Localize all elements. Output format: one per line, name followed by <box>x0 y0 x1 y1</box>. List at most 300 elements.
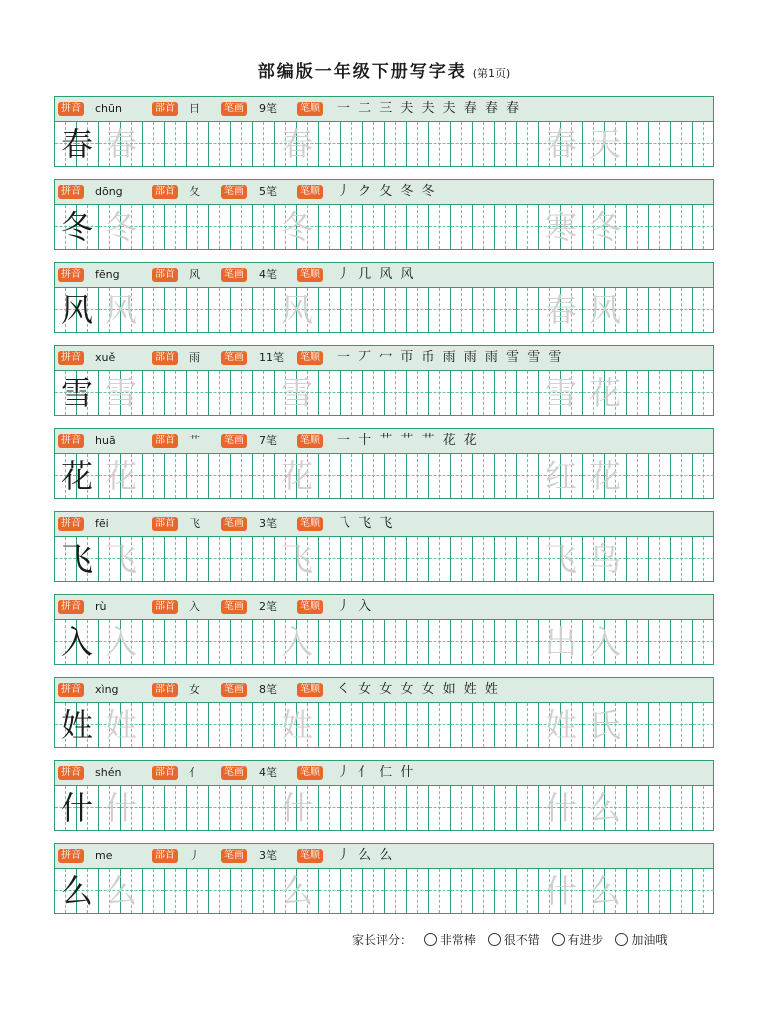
grid-cell[interactable] <box>495 703 517 747</box>
grid-cell[interactable] <box>231 620 253 664</box>
grid-cell[interactable] <box>451 288 473 332</box>
grid-cell[interactable] <box>143 620 165 664</box>
grid-cell[interactable] <box>473 703 495 747</box>
grid-cell[interactable] <box>451 122 473 166</box>
grid-cell[interactable] <box>165 620 187 664</box>
grid-cell[interactable] <box>143 454 165 498</box>
row-info-bar <box>54 96 714 121</box>
writing-grid <box>54 370 714 416</box>
word-char-2: 入 <box>588 623 621 661</box>
grid-cell[interactable] <box>693 454 715 498</box>
grid-cell[interactable] <box>165 288 187 332</box>
grid-cell[interactable] <box>693 122 715 166</box>
pinyin-value: shén <box>95 766 122 779</box>
trace-char: 入 <box>280 623 313 661</box>
grid-cell[interactable] <box>671 122 693 166</box>
grid-cell[interactable] <box>473 454 495 498</box>
grid-cell[interactable] <box>253 786 275 830</box>
grid-cell[interactable] <box>495 454 517 498</box>
grid-cell[interactable] <box>517 371 539 415</box>
grid-cell[interactable] <box>319 288 341 332</box>
grid-cell[interactable] <box>165 786 187 830</box>
grid-cell[interactable] <box>209 869 231 913</box>
grid-cell[interactable] <box>671 620 693 664</box>
grid-cell[interactable] <box>165 205 187 249</box>
grid-cell[interactable] <box>143 537 165 581</box>
grid-cell[interactable] <box>209 288 231 332</box>
grid-cell[interactable] <box>209 371 231 415</box>
radical-tag: 部首 <box>152 766 178 780</box>
grid-cell[interactable] <box>451 537 473 581</box>
grid-cell[interactable] <box>407 620 429 664</box>
grid-cell[interactable] <box>231 371 253 415</box>
stroke-order-tag: 笔顺 <box>297 517 323 531</box>
stroke-order-tag: 笔顺 <box>297 683 323 697</box>
grid-cell[interactable] <box>649 537 671 581</box>
grid-cell[interactable] <box>517 122 539 166</box>
writing-grid <box>54 453 714 499</box>
grid-cell[interactable] <box>187 786 209 830</box>
grid-cell[interactable] <box>385 371 407 415</box>
radical-value: 丿 <box>189 849 200 862</box>
grid-cell[interactable] <box>473 122 495 166</box>
grid-cell[interactable] <box>407 703 429 747</box>
rating-label: 家长评分： <box>352 933 413 947</box>
grid-cell[interactable] <box>451 620 473 664</box>
pinyin-value: me <box>95 849 113 862</box>
grid-cell[interactable] <box>363 122 385 166</box>
word-char-1: 雪 <box>544 374 577 412</box>
stroke-count-tag: 笔画 <box>221 600 247 614</box>
grid-cell[interactable] <box>407 786 429 830</box>
grid-cell[interactable] <box>627 454 649 498</box>
grid-cell[interactable] <box>341 786 363 830</box>
grid-cell[interactable] <box>451 869 473 913</box>
grid-cell[interactable] <box>165 537 187 581</box>
grid-cell[interactable] <box>363 703 385 747</box>
grid-cell[interactable] <box>407 869 429 913</box>
grid-cell[interactable] <box>143 205 165 249</box>
trace-char: 花 <box>104 457 137 495</box>
grid-cell[interactable] <box>187 371 209 415</box>
grid-cell[interactable] <box>429 454 451 498</box>
pinyin-value: chūn <box>95 102 122 115</box>
grid-cell[interactable] <box>693 288 715 332</box>
grid-cell[interactable] <box>649 620 671 664</box>
grid-cell[interactable] <box>385 122 407 166</box>
trace-char: 雪 <box>280 374 313 412</box>
grid-cell[interactable] <box>363 620 385 664</box>
grid-cell[interactable] <box>649 869 671 913</box>
row-info-bar <box>54 843 714 868</box>
pinyin-tag: 拼音 <box>58 766 84 780</box>
grid-cell[interactable] <box>473 288 495 332</box>
grid-cell[interactable] <box>165 869 187 913</box>
grid-cell[interactable] <box>517 454 539 498</box>
word-char-2: 鸟 <box>588 540 621 578</box>
grid-cell[interactable] <box>429 620 451 664</box>
writing-grid <box>54 619 714 665</box>
grid-cell[interactable] <box>209 703 231 747</box>
char-row <box>54 760 714 833</box>
grid-cell[interactable] <box>473 869 495 913</box>
grid-cell[interactable] <box>517 537 539 581</box>
stroke-count-tag: 笔画 <box>221 102 247 116</box>
radical-tag: 部首 <box>152 102 178 116</box>
grid-cell[interactable] <box>407 537 429 581</box>
grid-cell[interactable] <box>253 703 275 747</box>
grid-cell[interactable] <box>231 869 253 913</box>
trace-char: 什 <box>280 789 313 827</box>
grid-cell[interactable] <box>495 786 517 830</box>
grid-cell[interactable] <box>253 122 275 166</box>
stroke-order-value: 一 十 艹 艹 艹 花 花 <box>337 433 479 448</box>
grid-cell[interactable] <box>495 371 517 415</box>
grid-cell[interactable] <box>231 786 253 830</box>
stroke-count-value: 11笔 <box>259 351 284 364</box>
grid-cell[interactable] <box>385 288 407 332</box>
grid-cell[interactable] <box>429 537 451 581</box>
word-char-1: 春 <box>544 291 577 329</box>
grid-cell[interactable] <box>319 122 341 166</box>
word-char-2: 么 <box>588 872 621 910</box>
grid-cell[interactable] <box>429 205 451 249</box>
grid-cell[interactable] <box>385 454 407 498</box>
grid-cell[interactable] <box>671 454 693 498</box>
row-info-bar <box>54 511 714 536</box>
grid-cell[interactable] <box>407 454 429 498</box>
char-row <box>54 428 714 501</box>
grid-cell[interactable] <box>143 122 165 166</box>
rating-radio-4[interactable] <box>615 933 628 946</box>
radical-tag: 部首 <box>152 600 178 614</box>
grid-cell[interactable] <box>341 869 363 913</box>
grid-cell[interactable] <box>649 786 671 830</box>
grid-cell[interactable] <box>341 454 363 498</box>
grid-cell[interactable] <box>649 288 671 332</box>
grid-cell[interactable] <box>693 371 715 415</box>
char-row <box>54 345 714 418</box>
stroke-order-value: 乁 飞 飞 <box>337 516 395 531</box>
pinyin-value: fēng <box>95 268 120 281</box>
grid-cell[interactable] <box>451 371 473 415</box>
pinyin-tag: 拼音 <box>58 683 84 697</box>
pinyin-value: fēi <box>95 517 109 530</box>
grid-cell[interactable] <box>187 288 209 332</box>
grid-cell[interactable] <box>385 703 407 747</box>
grid-cell[interactable] <box>341 371 363 415</box>
grid-cell[interactable] <box>407 205 429 249</box>
grid-cell[interactable] <box>671 371 693 415</box>
stroke-count-value: 2笔 <box>259 600 277 613</box>
grid-cell[interactable] <box>187 205 209 249</box>
grid-cell[interactable] <box>363 371 385 415</box>
grid-cell[interactable] <box>517 288 539 332</box>
radical-value: 日 <box>189 102 200 115</box>
word-char-2: 氏 <box>588 706 621 744</box>
grid-cell[interactable] <box>693 537 715 581</box>
grid-cell[interactable] <box>671 786 693 830</box>
grid-cell[interactable] <box>495 122 517 166</box>
grid-cell[interactable] <box>517 869 539 913</box>
grid-cell[interactable] <box>209 786 231 830</box>
grid-cell[interactable] <box>165 703 187 747</box>
row-info-bar <box>54 594 714 619</box>
stroke-count-value: 3笔 <box>259 517 277 530</box>
pinyin-tag: 拼音 <box>58 351 84 365</box>
rating-option-3: 有进步 <box>567 933 604 947</box>
grid-cell[interactable] <box>693 205 715 249</box>
word-char-2: 冬 <box>588 208 621 246</box>
grid-cell[interactable] <box>407 122 429 166</box>
grid-cell[interactable] <box>627 122 649 166</box>
radical-value: 入 <box>189 600 200 613</box>
grid-cell[interactable] <box>209 454 231 498</box>
grid-cell[interactable] <box>473 371 495 415</box>
grid-cell[interactable] <box>143 786 165 830</box>
writing-grid <box>54 121 714 167</box>
pinyin-value: dōng <box>95 185 123 198</box>
grid-cell[interactable] <box>429 869 451 913</box>
grid-cell[interactable] <box>253 869 275 913</box>
char-row <box>54 96 714 169</box>
grid-cell[interactable] <box>451 205 473 249</box>
trace-char: 入 <box>104 623 137 661</box>
char-row <box>54 179 714 252</box>
word-char-1: 什 <box>544 872 577 910</box>
model-char: 姓 <box>60 706 93 744</box>
word-char-2: 么 <box>588 789 621 827</box>
grid-cell[interactable] <box>143 288 165 332</box>
grid-cell[interactable] <box>627 537 649 581</box>
stroke-order-value: 丿 亻 仁 什 <box>337 765 416 780</box>
grid-cell[interactable] <box>517 786 539 830</box>
grid-cell[interactable] <box>671 703 693 747</box>
grid-cell[interactable] <box>385 869 407 913</box>
model-char: 冬 <box>60 208 93 246</box>
grid-cell[interactable] <box>473 537 495 581</box>
grid-cell[interactable] <box>209 537 231 581</box>
grid-cell[interactable] <box>363 537 385 581</box>
title-text: 部编版一年级下册写字表 <box>257 62 467 82</box>
trace-char: 姓 <box>280 706 313 744</box>
grid-cell[interactable] <box>495 869 517 913</box>
grid-cell[interactable] <box>627 620 649 664</box>
writing-grid <box>54 204 714 250</box>
grid-cell[interactable] <box>495 620 517 664</box>
grid-cell[interactable] <box>385 205 407 249</box>
word-char-2: 风 <box>588 291 621 329</box>
grid-cell[interactable] <box>165 454 187 498</box>
grid-cell[interactable] <box>693 703 715 747</box>
pinyin-tag: 拼音 <box>58 849 84 863</box>
grid-cell[interactable] <box>143 371 165 415</box>
row-info-bar <box>54 760 714 785</box>
grid-cell[interactable] <box>231 703 253 747</box>
grid-cell[interactable] <box>363 869 385 913</box>
stroke-count-tag: 笔画 <box>221 517 247 531</box>
stroke-count-tag: 笔画 <box>221 849 247 863</box>
model-char: 什 <box>60 789 93 827</box>
grid-cell[interactable] <box>693 620 715 664</box>
grid-cell[interactable] <box>231 537 253 581</box>
rating-radio-3[interactable] <box>552 933 565 946</box>
grid-cell[interactable] <box>319 869 341 913</box>
grid-cell[interactable] <box>495 537 517 581</box>
trace-char: 什 <box>104 789 137 827</box>
grid-cell[interactable] <box>341 122 363 166</box>
grid-cell[interactable] <box>231 454 253 498</box>
grid-cell[interactable] <box>231 288 253 332</box>
grid-cell[interactable] <box>385 620 407 664</box>
grid-cell[interactable] <box>671 869 693 913</box>
stroke-order-tag: 笔顺 <box>297 849 323 863</box>
grid-cell[interactable] <box>253 205 275 249</box>
char-row <box>54 262 714 335</box>
grid-cell[interactable] <box>187 703 209 747</box>
stroke-order-value: 丿 么 么 <box>337 848 395 863</box>
grid-cell[interactable] <box>143 869 165 913</box>
grid-cell[interactable] <box>473 786 495 830</box>
grid-cell[interactable] <box>319 371 341 415</box>
grid-cell[interactable] <box>319 205 341 249</box>
grid-cell[interactable] <box>363 288 385 332</box>
char-row <box>54 843 714 916</box>
grid-cell[interactable] <box>627 205 649 249</box>
word-char-1: 什 <box>544 789 577 827</box>
grid-cell[interactable] <box>363 205 385 249</box>
grid-cell[interactable] <box>165 122 187 166</box>
trace-char: 花 <box>280 457 313 495</box>
grid-cell[interactable] <box>209 122 231 166</box>
grid-cell[interactable] <box>319 454 341 498</box>
grid-cell[interactable] <box>385 537 407 581</box>
grid-cell[interactable] <box>693 869 715 913</box>
grid-cell[interactable] <box>209 620 231 664</box>
grid-cell[interactable] <box>165 371 187 415</box>
grid-cell[interactable] <box>627 288 649 332</box>
grid-cell[interactable] <box>209 205 231 249</box>
grid-cell[interactable] <box>341 537 363 581</box>
grid-cell[interactable] <box>253 620 275 664</box>
grid-cell[interactable] <box>649 205 671 249</box>
grid-cell[interactable] <box>253 288 275 332</box>
grid-cell[interactable] <box>451 703 473 747</box>
grid-cell[interactable] <box>187 869 209 913</box>
radical-value: 飞 <box>189 517 200 530</box>
word-char-2: 花 <box>588 457 621 495</box>
grid-cell[interactable] <box>407 371 429 415</box>
word-char-1: 姓 <box>544 706 577 744</box>
grid-cell[interactable] <box>627 703 649 747</box>
grid-cell[interactable] <box>385 786 407 830</box>
trace-char: 风 <box>280 291 313 329</box>
grid-cell[interactable] <box>341 703 363 747</box>
trace-char: 么 <box>104 872 137 910</box>
grid-cell[interactable] <box>517 205 539 249</box>
grid-cell[interactable] <box>473 620 495 664</box>
grid-cell[interactable] <box>187 454 209 498</box>
grid-cell[interactable] <box>517 620 539 664</box>
radical-tag: 部首 <box>152 268 178 282</box>
grid-cell[interactable] <box>649 454 671 498</box>
grid-cell[interactable] <box>429 288 451 332</box>
grid-cell[interactable] <box>671 288 693 332</box>
radical-value: 女 <box>189 683 200 696</box>
model-char: 飞 <box>60 540 93 578</box>
grid-cell[interactable] <box>187 537 209 581</box>
model-char: 风 <box>60 291 93 329</box>
rating-radio-1[interactable] <box>424 933 437 946</box>
grid-cell[interactable] <box>671 205 693 249</box>
grid-cell[interactable] <box>341 205 363 249</box>
grid-cell[interactable] <box>187 620 209 664</box>
grid-cell[interactable] <box>649 122 671 166</box>
grid-cell[interactable] <box>341 288 363 332</box>
grid-cell[interactable] <box>627 371 649 415</box>
grid-cell[interactable] <box>319 537 341 581</box>
word-char-2: 花 <box>588 374 621 412</box>
grid-cell[interactable] <box>495 288 517 332</box>
grid-cell[interactable] <box>429 786 451 830</box>
grid-cell[interactable] <box>319 703 341 747</box>
grid-cell[interactable] <box>517 703 539 747</box>
grid-cell[interactable] <box>253 371 275 415</box>
grid-cell[interactable] <box>627 869 649 913</box>
grid-cell[interactable] <box>319 786 341 830</box>
stroke-order-tag: 笔顺 <box>297 600 323 614</box>
grid-cell[interactable] <box>407 288 429 332</box>
grid-cell[interactable] <box>363 454 385 498</box>
stroke-order-tag: 笔顺 <box>297 185 323 199</box>
grid-cell[interactable] <box>319 620 341 664</box>
grid-cell[interactable] <box>429 122 451 166</box>
grid-cell[interactable] <box>473 205 495 249</box>
grid-cell[interactable] <box>363 786 385 830</box>
grid-cell[interactable] <box>187 122 209 166</box>
grid-cell[interactable] <box>429 703 451 747</box>
grid-cell[interactable] <box>253 454 275 498</box>
grid-cell[interactable] <box>143 703 165 747</box>
grid-cell[interactable] <box>231 205 253 249</box>
grid-cell[interactable] <box>341 620 363 664</box>
grid-cell[interactable] <box>451 454 473 498</box>
grid-cell[interactable] <box>649 703 671 747</box>
stroke-count-value: 7笔 <box>259 434 277 447</box>
grid-cell[interactable] <box>231 122 253 166</box>
grid-cell[interactable] <box>495 205 517 249</box>
parent-rating <box>352 931 667 948</box>
rating-radio-2[interactable] <box>488 933 501 946</box>
grid-cell[interactable] <box>627 786 649 830</box>
model-char: 春 <box>60 125 93 163</box>
grid-cell[interactable] <box>671 537 693 581</box>
grid-cell[interactable] <box>253 537 275 581</box>
grid-cell[interactable] <box>451 786 473 830</box>
grid-cell[interactable] <box>693 786 715 830</box>
word-char-1: 春 <box>544 125 577 163</box>
stroke-order-tag: 笔顺 <box>297 766 323 780</box>
grid-cell[interactable] <box>649 371 671 415</box>
stroke-order-tag: 笔顺 <box>297 268 323 282</box>
pinyin-tag: 拼音 <box>58 600 84 614</box>
writing-grid <box>54 702 714 748</box>
writing-grid <box>54 536 714 582</box>
pinyin-value: rù <box>95 600 107 613</box>
stroke-order-value: 一 二 三 夫 夫 夫 春 春 春 <box>337 101 522 116</box>
stroke-order-value: 丿 ク 夂 冬 冬 <box>337 184 437 199</box>
grid-cell[interactable] <box>429 371 451 415</box>
